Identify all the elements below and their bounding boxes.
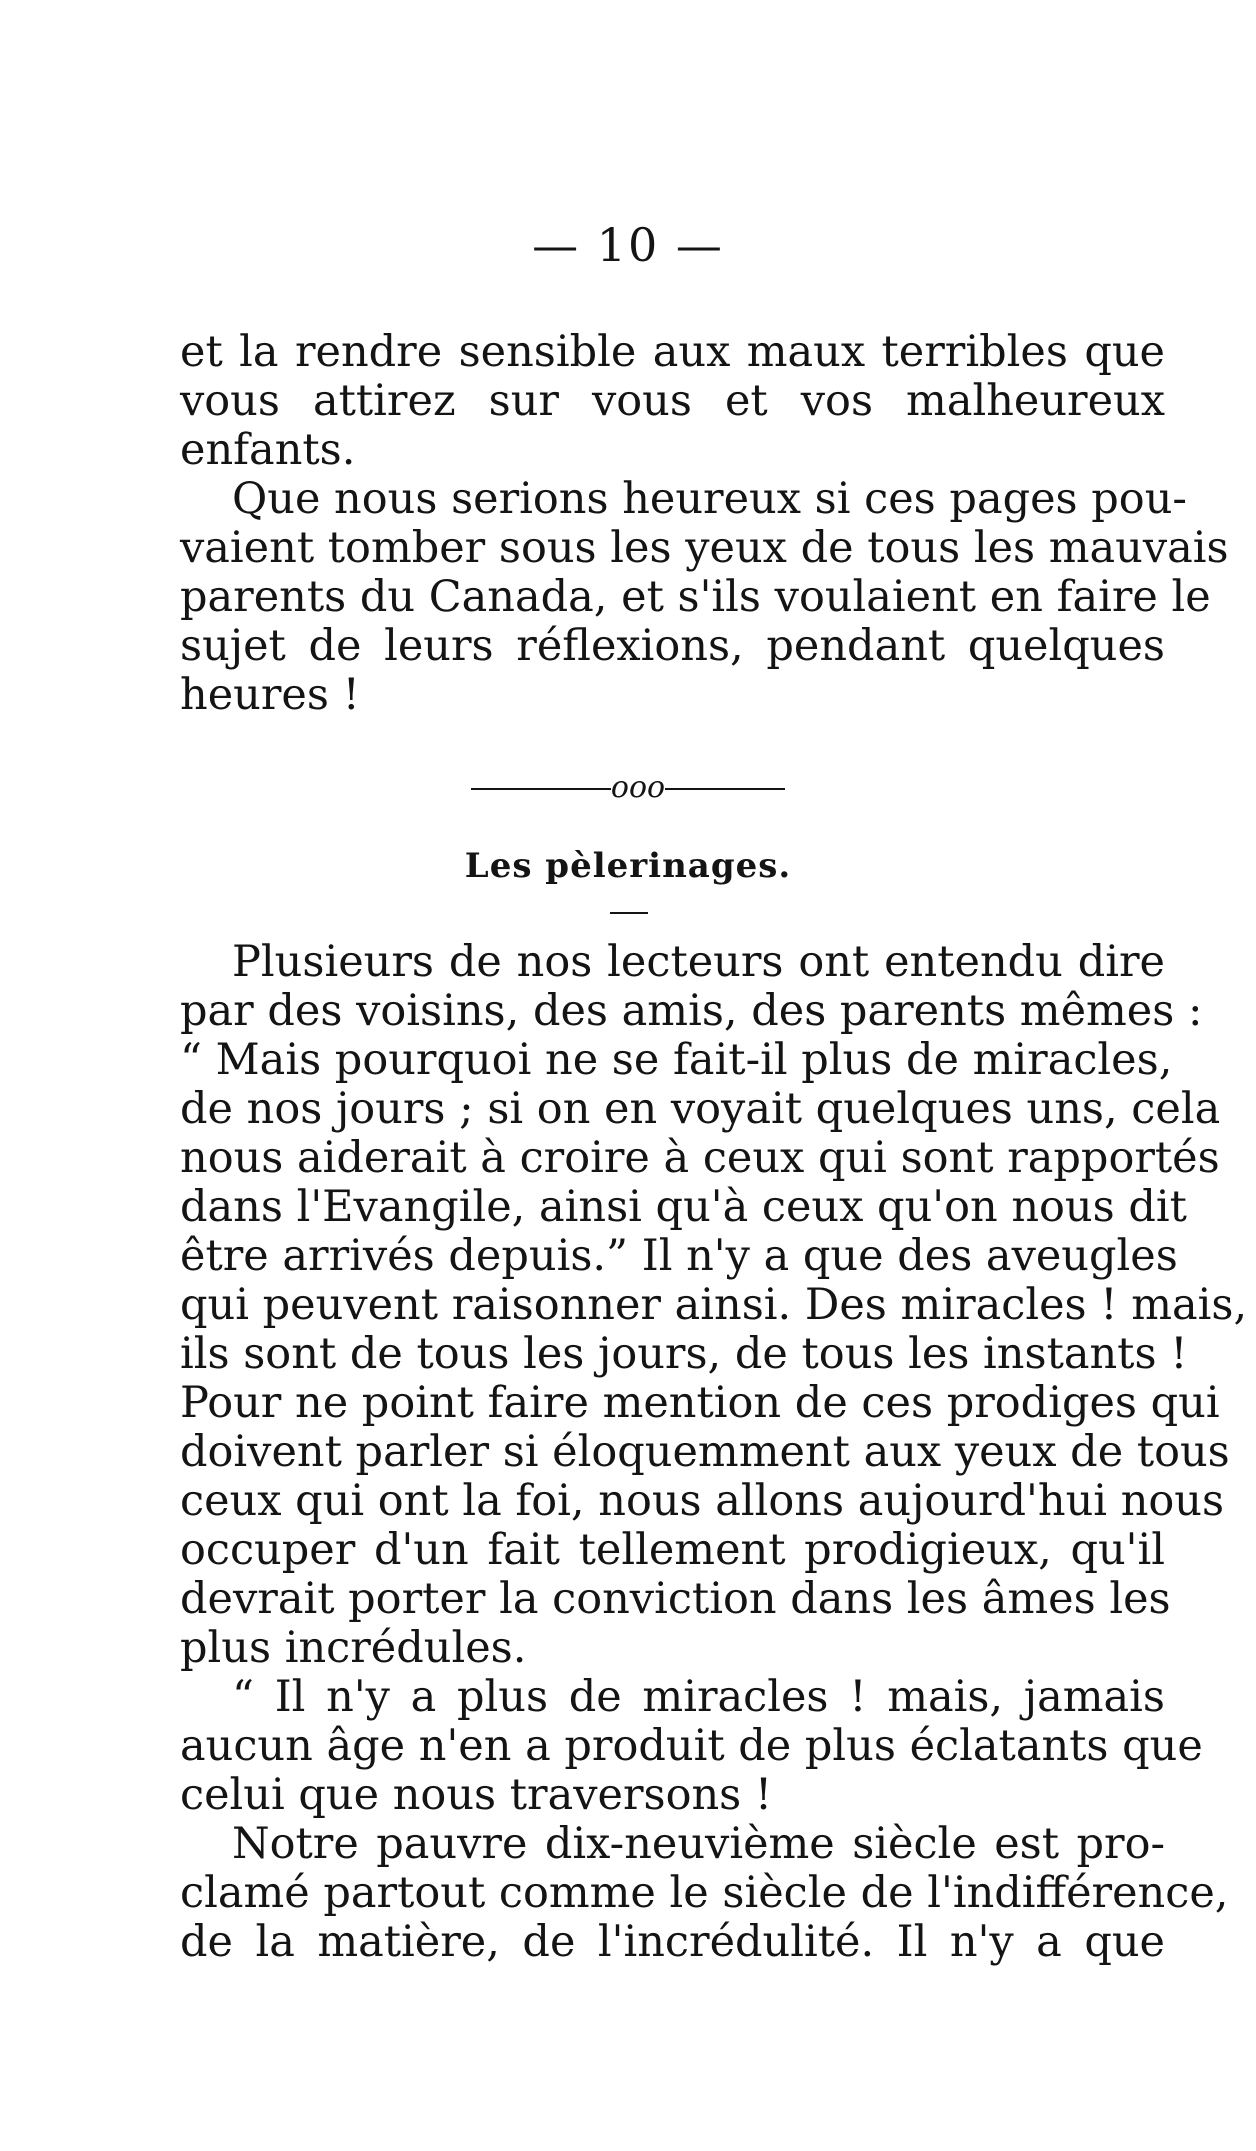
text-line: et la rendre sensible aux maux terribles que	[180, 327, 1165, 377]
text-line: enfants.	[180, 425, 356, 475]
text-line: plus incrédules.	[180, 1623, 527, 1673]
text-line: Plusieurs de nos lecteurs ont entendu dire	[232, 937, 1165, 987]
text-line: Que nous serions heureux si ces pages pou-	[232, 474, 1187, 524]
text-line: vaient tomber sous les yeux de tous les mauvais	[180, 523, 1229, 573]
section-separator	[0, 770, 1256, 805]
text-line: celui que nous traversons !	[180, 1770, 773, 1820]
text-line: heures !	[180, 670, 360, 720]
text-line: dans l'Evangile, ainsi qu'à ceux qu'on nous dit	[180, 1182, 1187, 1232]
text-line: être arrivés depuis.” Il n'y a que des aveugles	[180, 1231, 1178, 1281]
title-dash	[610, 912, 648, 914]
text-line: Notre pauvre dix-neuvième siècle est pro-	[232, 1819, 1165, 1869]
text-line: vous attirez sur vous et vos malheureux	[180, 376, 1165, 426]
text-line: de nos jours ; si on en voyait quelques uns, cela	[180, 1084, 1221, 1134]
separator-rule-left	[471, 788, 611, 790]
separator-rule-right	[665, 788, 785, 790]
section-title: Les pèlerinages.	[464, 846, 792, 886]
text-line: par des voisins, des amis, des parents mêmes :	[180, 986, 1203, 1036]
text-line: ils sont de tous les jours, de tous les instants !	[180, 1329, 1188, 1379]
text-line: devrait porter la conviction dans les âmes les	[180, 1574, 1171, 1624]
page-number: — 10 —	[532, 218, 724, 272]
top-paragraph	[180, 327, 1229, 720]
text-line: ceux qui ont la foi, nous allons aujourd'hui nous	[180, 1476, 1225, 1526]
text-line: clamé partout comme le siècle de l'indifférence,	[180, 1868, 1229, 1918]
text-line: occuper d'un fait tellement prodigieux, qu'il	[180, 1525, 1165, 1575]
text-line: nous aiderait à croire à ceux qui sont rapportés	[180, 1133, 1220, 1183]
text-line: de la matière, de l'incrédulité. Il n'y a que	[180, 1917, 1165, 1967]
text-line: “ Mais pourquoi ne se fait-il plus de miracles,	[180, 1035, 1173, 1085]
text-line: doivent parler si éloquemment aux yeux de tous	[180, 1427, 1230, 1477]
text-line: qui peuvent raisonner ainsi. Des miracles ! mais,	[180, 1280, 1248, 1330]
separator-ornament: ooo	[610, 770, 666, 805]
text-line: “ Il n'y a plus de miracles ! mais, jamais	[232, 1672, 1165, 1722]
text-line: parents du Canada, et s'ils voulaient en faire le	[180, 572, 1211, 622]
text-line: Pour ne point faire mention de ces prodiges qui	[180, 1378, 1220, 1428]
text-line: aucun âge n'en a produit de plus éclatants que	[180, 1721, 1203, 1771]
body-text	[180, 937, 1248, 1967]
text-line: sujet de leurs réflexions, pendant quelques	[180, 621, 1165, 671]
